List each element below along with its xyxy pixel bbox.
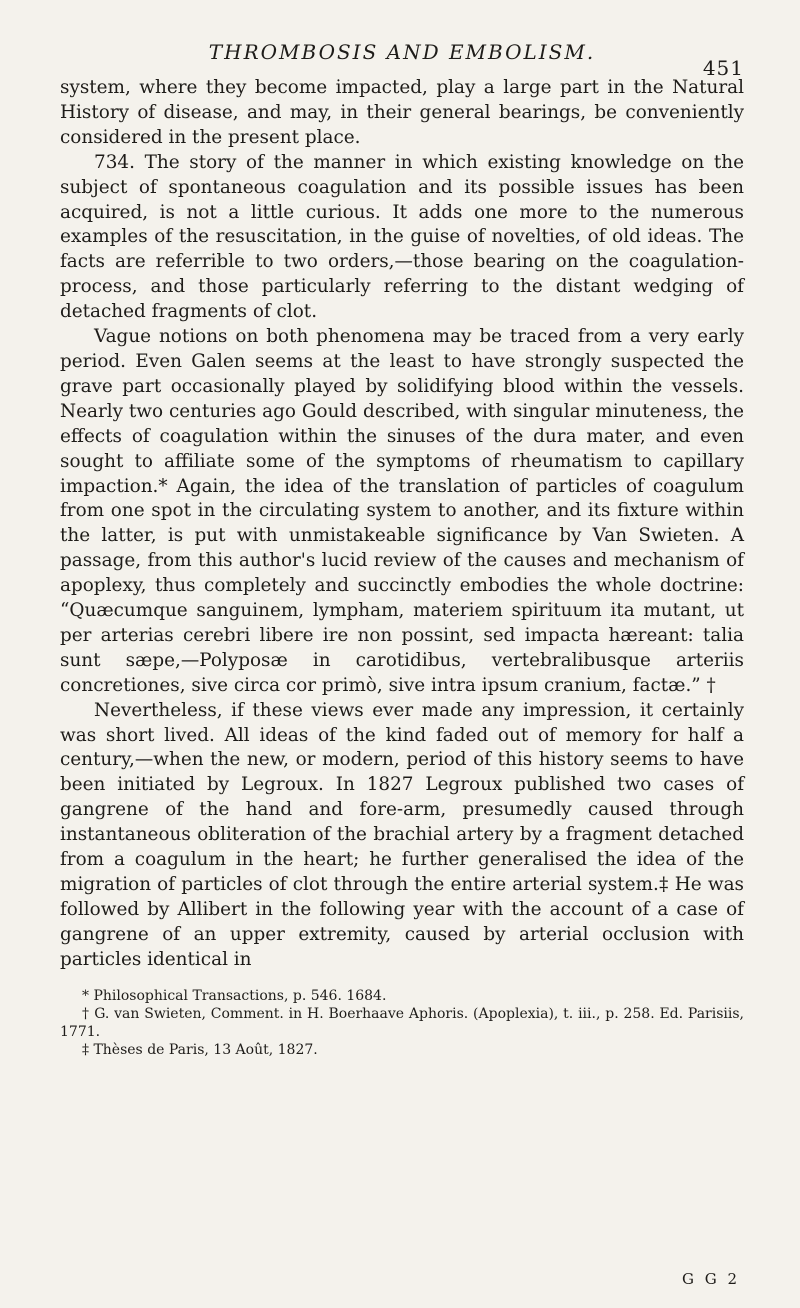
paragraph-continuation: system, where they become impacted, play a large part in the Natural History of disease, and may, in their general bearings, be conveniently considered in the present place. (60, 77, 744, 148)
body-text (60, 76, 744, 973)
footnote-star: * Philosophical Transactions, p. 546. 1684. (82, 987, 387, 1004)
running-head (60, 36, 744, 80)
paragraph-vague-notions: Vague notions on both phenomena may be traced from a very early period. Even Galen seems at the least to have strongly suspected the grave part occasionally played by solidifying blood within the vessels. Nearly two centuries ago Gould described, with singular minuteness, the effects of coagulation within the sinuses of the dura mater, and even sought to affiliate some of the symptoms of rheumatism to capillary impaction.* Again, the idea of the translation of particles of coagulum from one spot in the circulating system to another, and its fixture within the latter, is put with unmistakeable significance by Van Swieten. A passage, from this author's lucid review of the causes and mechanism of apoplexy, thus completely and succinctly embodies the whole doctrine: “Quæcumque sanguinem, lympham, materiem spirituum ita mutant, ut per arterias cerebri libere ire non possint, sed impacta hæreant: talia sunt sæpe,—Polyposæ in carotidibus, vertebralibusque arteriis concretiones, sive circa cor primò, sive intra ipsum cranium, factæ.” † (60, 326, 744, 696)
footnote-dagger: † G. van Swieten, Comment. in H. Boerhaave Aphoris. (Apoplexia), t. iii., p. 258. Ed. Parisiis, 1771. (60, 1005, 744, 1040)
paragraph-nevertheless: Nevertheless, if these views ever made any impression, it certainly was short lived. All ideas of the kind faded out of memory for half a century,—when the new, or modern, period of this history seems to have been initiated by Legroux. In 1827 Legroux published two cases of gangrene of the hand and fore-arm, presumedly caused through instantaneous obliteration of the brachial artery by a fragment detached from a coagulum in the heart; he further generalised the idea of the migration of particles of clot through the entire arterial system.‡ He was followed by Allibert in the following year with the account of a case of gangrene of an upper extremity, caused by arterial occlusion with particles identical in (60, 699, 744, 970)
running-title: THROMBOSIS AND EMBOLISM. (208, 40, 596, 64)
footnotes (60, 987, 744, 1059)
page-number: 451 (702, 56, 744, 80)
paragraph-734: 734. The story of the manner in which existing knowledge on the subject of spontaneous coagulation and its possible issues has been acquired, is not a little curious. It adds one more to the numerous examples of the resuscitation, in the guise of novelties, of old ideas. The facts are referrible to two orders,—those bearing on the coagulation-process, and those particularly referring to the distant wedging of detached fragments of clot. (60, 151, 744, 323)
footnote-double-dagger: ‡ Thèses de Paris, 13 Août, 1827. (82, 1041, 318, 1058)
signature-mark: G G 2 (681, 1270, 740, 1288)
